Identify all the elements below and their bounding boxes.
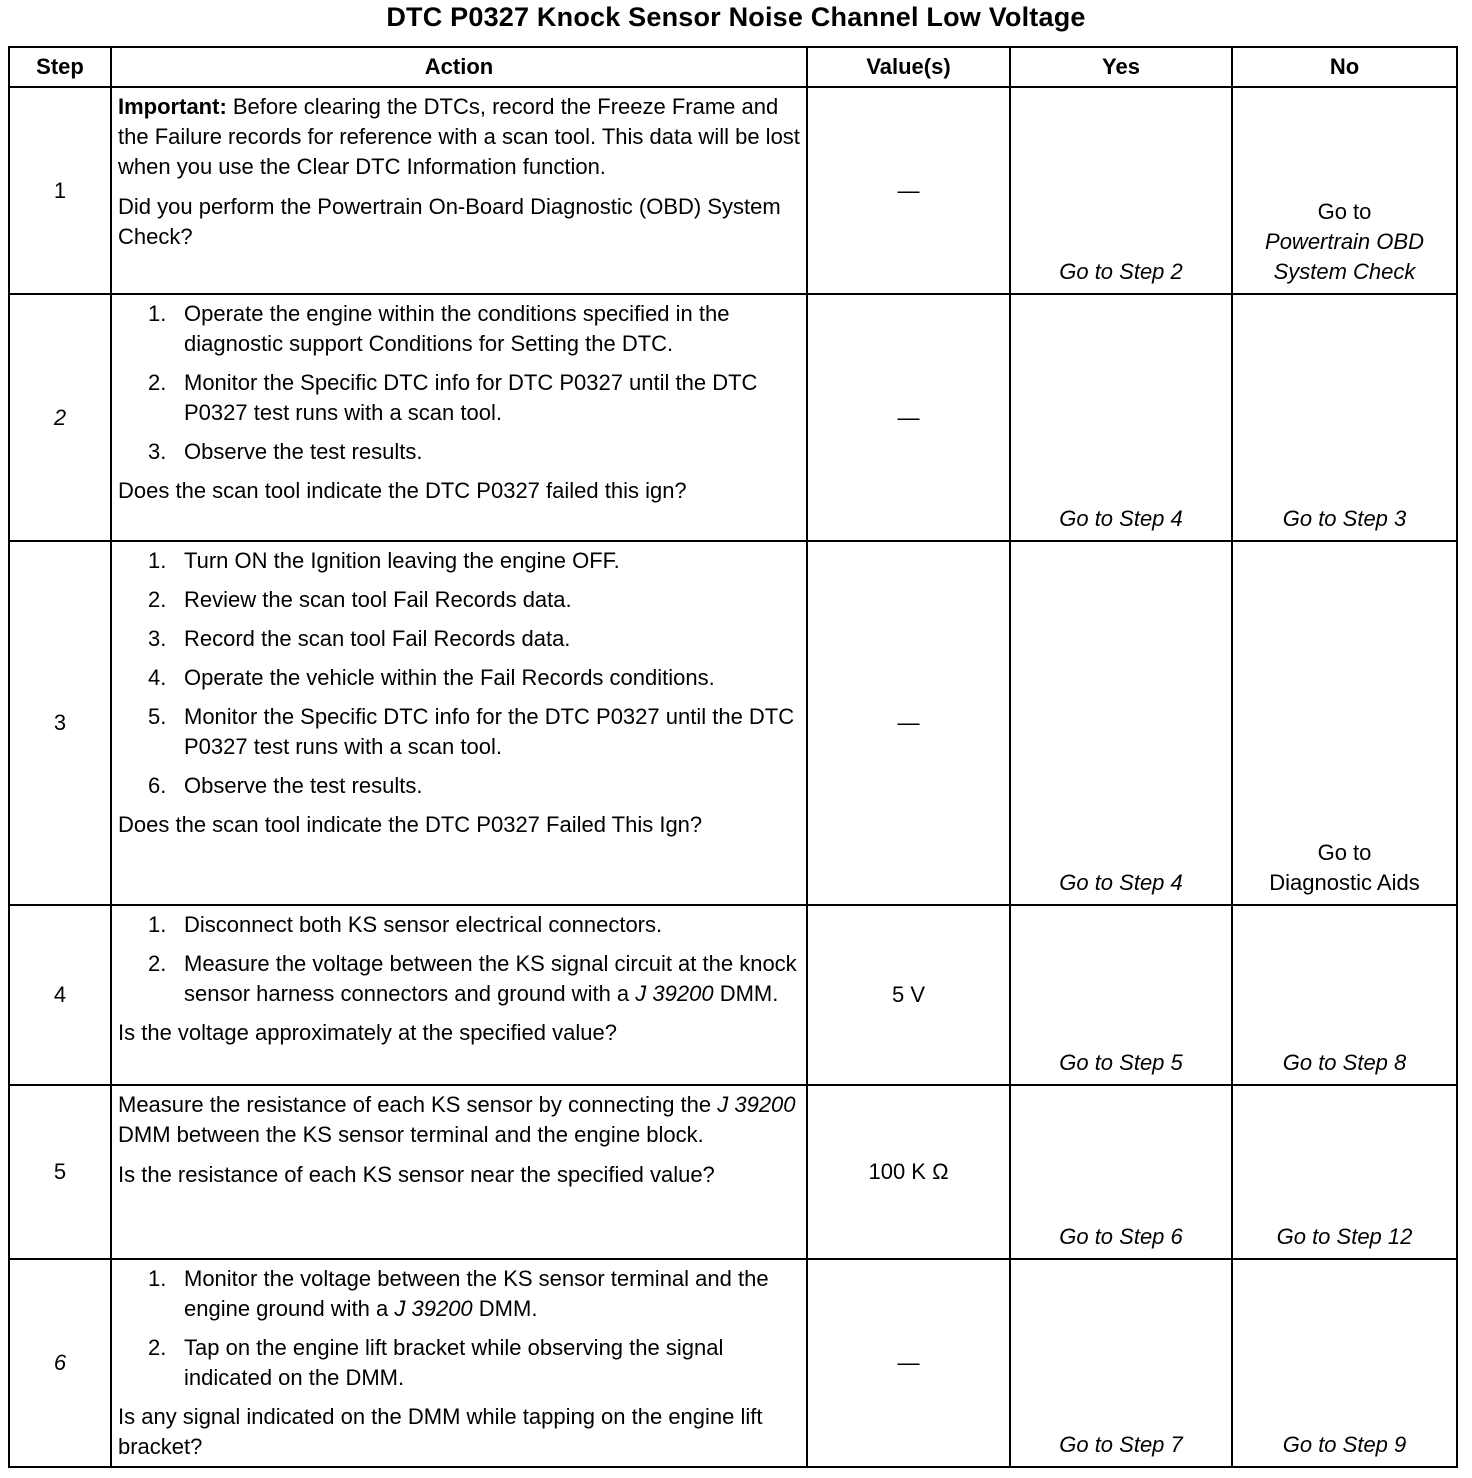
action-question: Did you perform the Powertrain On-Board Diagnostic (OBD) System Check? — [118, 194, 781, 249]
action-cell — [111, 905, 807, 1085]
table-row — [9, 87, 1457, 294]
step-number: 1 — [9, 87, 111, 294]
no-prefix: Go to — [1317, 199, 1372, 224]
action-cell — [111, 87, 807, 294]
action-step: 1. Monitor the voltage between the KS sensor terminal and the engine ground with a J 39200 DMM. — [148, 1266, 769, 1321]
no-cell — [1232, 541, 1457, 905]
yes-link[interactable]: Go to Step 2 — [1010, 87, 1232, 294]
action-steps — [118, 546, 802, 801]
no-link[interactable]: Go to Step 3 — [1232, 294, 1457, 541]
step-number: 5 — [9, 1085, 111, 1259]
action-step: 6. Observe the test results. — [148, 773, 423, 798]
action-cell — [111, 1259, 807, 1467]
header-action: Action — [111, 47, 807, 87]
diagnostic-table — [8, 46, 1458, 1468]
value-cell: — — [807, 541, 1010, 905]
yes-link[interactable]: Go to Step 6 — [1010, 1085, 1232, 1259]
action-question: Does the scan tool indicate the DTC P0327 Failed This Ign? — [118, 812, 703, 837]
value-cell: 5 V — [807, 905, 1010, 1085]
table-row — [9, 905, 1457, 1085]
action-cell — [111, 294, 807, 541]
action-question: Is the resistance of each KS sensor near the specified value? — [118, 1162, 715, 1187]
action-steps — [118, 1264, 802, 1393]
action-question: Does the scan tool indicate the DTC P0327 failed this ign? — [118, 478, 687, 503]
no-link[interactable]: Powertrain OBD System Check — [1265, 229, 1424, 284]
action-steps — [118, 299, 802, 467]
step-number: 2 — [9, 294, 111, 541]
value-cell: — — [807, 294, 1010, 541]
action-step: 2. Measure the voltage between the KS signal circuit at the knock sensor harness connectors and ground with a J 39200 DMM. — [148, 951, 797, 1006]
no-link[interactable]: Go to Step 8 — [1232, 905, 1457, 1085]
table-row — [9, 1259, 1457, 1467]
header-step: Step — [9, 47, 111, 87]
action-text: Measure the resistance of each KS sensor by connecting the J 39200 DMM between the KS sensor terminal and the engine block. — [118, 1092, 796, 1147]
yes-link[interactable]: Go to Step 4 — [1010, 294, 1232, 541]
header-no: No — [1232, 47, 1457, 87]
action-cell — [111, 541, 807, 905]
important-label: Important: — [118, 94, 227, 119]
no-link[interactable]: Go to Step 12 — [1232, 1085, 1457, 1259]
table-row — [9, 294, 1457, 541]
action-cell — [111, 1085, 807, 1259]
action-question: Is the voltage approximately at the specified value? — [118, 1020, 617, 1045]
value-cell: 100 K Ω — [807, 1085, 1010, 1259]
action-step: 2. Monitor the Specific DTC info for DTC P0327 until the DTC P0327 test runs with a scan tool. — [148, 370, 758, 425]
action-step: 3. Record the scan tool Fail Records data. — [148, 626, 571, 651]
important-note — [118, 92, 802, 182]
no-link[interactable]: Go to Step 9 — [1232, 1259, 1457, 1467]
table-row — [9, 541, 1457, 905]
header-values: Value(s) — [807, 47, 1010, 87]
tool-name: J 39200 — [717, 1092, 796, 1117]
action-step: 1. Turn ON the Ignition leaving the engine OFF. — [148, 548, 620, 573]
action-step: 1. Disconnect both KS sensor electrical connectors. — [148, 912, 663, 937]
yes-link[interactable]: Go to Step 7 — [1010, 1259, 1232, 1467]
action-step: 3. Observe the test results. — [148, 439, 423, 464]
value-cell: — — [807, 1259, 1010, 1467]
value-cell: — — [807, 87, 1010, 294]
action-step: 1. Operate the engine within the conditions specified in the diagnostic support Conditions for Setting the DTC. — [148, 301, 730, 356]
yes-link[interactable]: Go to Step 5 — [1010, 905, 1232, 1085]
action-steps — [118, 910, 802, 1009]
table-header-row — [9, 47, 1457, 87]
yes-link[interactable]: Go to Step 4 — [1010, 541, 1232, 905]
step-number: 4 — [9, 905, 111, 1085]
tool-name: J 39200 — [394, 1296, 473, 1321]
action-step: 5. Monitor the Specific DTC info for the DTC P0327 until the DTC P0327 test runs with a scan tool. — [148, 704, 795, 759]
tool-name: J 39200 — [635, 981, 714, 1006]
header-yes: Yes — [1010, 47, 1232, 87]
action-step: 2. Review the scan tool Fail Records data. — [148, 587, 572, 612]
no-prefix: Go to — [1317, 840, 1372, 865]
step-number: 3 — [9, 541, 111, 905]
no-link[interactable]: Diagnostic Aids — [1269, 870, 1420, 895]
step-number: 6 — [9, 1259, 111, 1467]
no-cell — [1232, 87, 1457, 294]
table-row — [9, 1085, 1457, 1259]
page-title: DTC P0327 Knock Sensor Noise Channel Low Voltage — [386, 2, 1086, 32]
action-question: Is any signal indicated on the DMM while tapping on the engine lift bracket? — [118, 1404, 763, 1459]
important-text: Before clearing the DTCs, record the Freeze Frame and the Failure records for reference with a scan tool. This data will be lost when you use the Clear DTC Information function. — [118, 94, 800, 179]
action-step: 4. Operate the vehicle within the Fail Records conditions. — [148, 665, 715, 690]
action-step: 2. Tap on the engine lift bracket while observing the signal indicated on the DMM. — [148, 1335, 724, 1390]
